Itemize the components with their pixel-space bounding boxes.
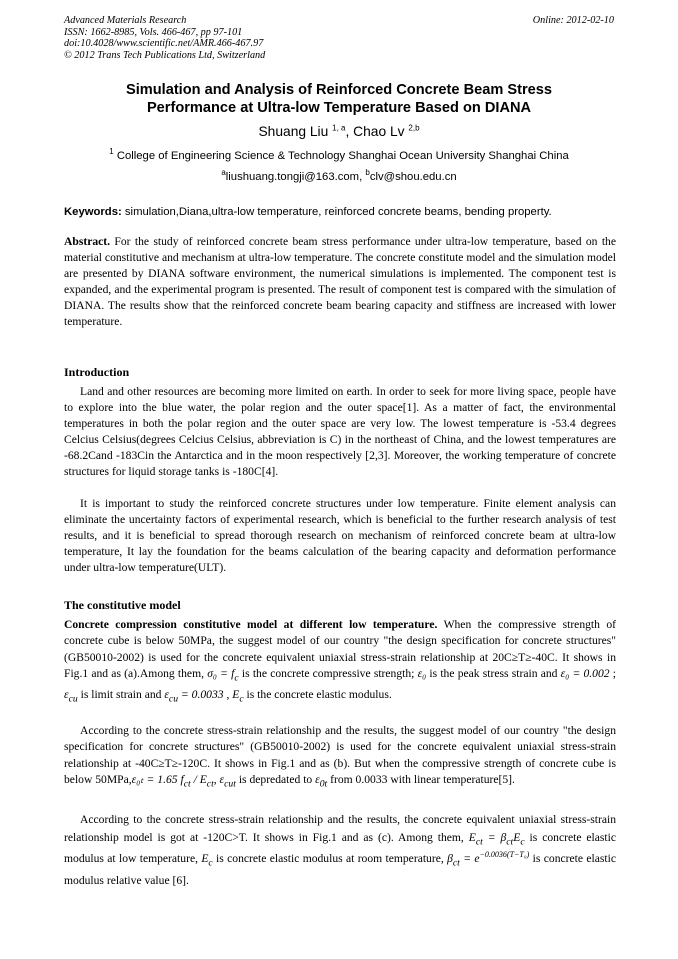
keywords [64, 206, 616, 218]
email-line [64, 168, 614, 183]
keywords-label: Keywords: [64, 206, 122, 218]
math-beta-ct [447, 850, 530, 869]
math-text: E [468, 830, 476, 844]
author-separator: , [345, 124, 354, 139]
math-sup: −0.0036(T−T₀) [479, 850, 530, 860]
math-sub: cu [68, 693, 78, 705]
math-text: E [232, 687, 240, 701]
subheading-compression-model: Concrete compression constitutive model at different low temperature. [64, 618, 438, 631]
text-run: , [223, 687, 233, 701]
doi-line: doi:10.4028/www.scientific.net/AMR.466-467.97 [64, 38, 264, 49]
math-sub: c [520, 835, 525, 847]
email-a-marker: a [221, 168, 226, 178]
text-run: ; [609, 667, 617, 681]
math-text: = 0.0033 [178, 687, 224, 701]
math-ec [232, 687, 244, 705]
math-ec-room [201, 852, 213, 869]
email-b[interactable]: clv@shou.edu.cn [369, 171, 457, 183]
math-text: / E [190, 773, 207, 787]
math-eps0t [131, 773, 214, 790]
text-run: from 0.0033 with linear temperature[5]. [327, 773, 515, 787]
math-sub: cu [168, 693, 179, 705]
math-sub: ct [206, 778, 214, 790]
math-text: = e [459, 852, 480, 866]
email-separator: , [359, 171, 366, 183]
math-text: ε [315, 773, 320, 787]
email-a[interactable]: liushuang.tongji@163.com [225, 171, 360, 183]
math-eps0-value: ε₀ = 0.002 [560, 667, 610, 681]
constitutive-paragraph-3 [64, 811, 616, 890]
section-heading-introduction: Introduction [64, 365, 130, 379]
text-run: is concrete elastic modulus at room temperature, [212, 852, 448, 866]
author-2-affil: 2,b [408, 123, 420, 133]
math-sub: cut [224, 778, 236, 790]
keywords-text: simulation,Diana,ultra-low temperature, reinforced concrete beams, bending property. [124, 206, 552, 218]
copyright-line: © 2012 Trans Tech Publications Ltd, Switzerland [64, 49, 266, 61]
math-epscut [219, 773, 236, 790]
math-sub: ct [183, 778, 191, 790]
issn-line: ISSN: 1662-8985, Vols. 466-467, pp 97-101 [64, 26, 243, 38]
math-text: ε [164, 687, 169, 701]
math-sigma0 [207, 667, 239, 684]
paper-title [64, 81, 614, 117]
abstract-label: Abstract. [64, 235, 111, 248]
math-sub: ct [475, 835, 483, 847]
journal-name: Advanced Materials Research [64, 15, 187, 26]
math-ect [468, 830, 525, 847]
intro-paragraph-2: It is important to study the reinforced concrete structures under low temperature. Finite element analysis can eliminate the uncertainty factors of experimental research, which is beneficial to the further research analysis of test results, and it is beneficial to spread thorough research on mechanism of reinforced concrete beam at ultra-low temperature, It lay the foundation for the beams calculation of the bearing capacity and deformation performance under ultra-low temperature(ULT). [64, 497, 616, 574]
math-sub: c [239, 693, 244, 705]
text-run: is the concrete compressive strength; [238, 667, 418, 681]
text-run: According to the concrete stress-strain relationship and the results, the concrete equivalent uniaxial stress-strain relationship model is got at -120C>T. It shows in Fig.1 and as (c). Among them, [64, 813, 616, 844]
journal-header [64, 15, 265, 61]
math-sub: ct [506, 835, 514, 847]
affiliation [64, 147, 614, 162]
text-run: is limit strain and [77, 687, 165, 701]
constitutive-paragraph-1 [64, 617, 616, 708]
math-eps0: ε₀ [417, 667, 427, 681]
title-line-2: Performance at Ultra-low Temperature Based on DIANA [146, 100, 532, 116]
intro-paragraph-1: Land and other resources are becoming more limited on earth. In order to seek for more living space, people have to explore into the blue water, the polar region and the outer space[1]. As a matter of fact, the environmental temperatures in both the polar region and the outer space are very low. The lowest temperature is -53.4 degrees Celcius Celsius(degrees Celcius Celsius, abbreviation is C) in the northeast of China, and the lowest temperatures are -68.2Cand -183Cin the Antarctica and in the moon respectively [2,3]. Moreover, the working temperature of concrete structures for liquid storage tanks is -180C[4]. [64, 385, 616, 478]
text-run: is concrete elastic modulus at low temperature, [64, 830, 616, 866]
math-text: = β [482, 830, 507, 844]
email-b-marker: b [365, 168, 370, 178]
title-line-1: Simulation and Analysis of Reinforced Concrete Beam Stress [125, 82, 553, 98]
math-sub: ct [452, 857, 460, 869]
math-text: ε [64, 687, 69, 701]
author-1-affil: 1, a [332, 123, 346, 133]
affiliation-number: 1 [109, 147, 114, 157]
math-sub: 0t [319, 778, 328, 790]
author-line [64, 124, 614, 139]
text-run: According to the concrete stress-strain relationship and the results, the suggest model of our country "the design specification for concrete structures" (GB50010-2002) is used for the concrete equivalent uniaxial stress-strain relationship at -40C≥T≥-120C. It shows in Fig.1 and as (b). But when the compressive strength of concrete cube is below 50MPa, [64, 724, 616, 787]
text-run: is depredated to [235, 773, 316, 787]
affiliation-text: College of Engineering Science & Technology Shanghai Ocean University Shanghai China [116, 150, 569, 162]
math-epscu [64, 687, 78, 705]
math-text: β [447, 852, 453, 866]
section-heading-constitutive: The constitutive model [64, 598, 181, 612]
abstract [64, 234, 616, 329]
constitutive-paragraph-2 [64, 723, 616, 793]
text-run: is the concrete elastic modulus. [243, 687, 392, 701]
math-epscu-value [164, 687, 224, 705]
author-2: Chao Lv [353, 124, 405, 139]
math-eps0t-b [315, 773, 328, 790]
text-run: is the peak stress strain and [426, 667, 561, 681]
text-run: , [213, 773, 220, 787]
abstract-text: For the study of reinforced concrete beam stress performance under ultra-low temperature, based on the material constitutive and mechanism at ultra-low temperature. The concrete constitute model and the simulation model are presented by DIANA software environment, the numerical simulations is implemented. The component test is expanded, and the experimental program is presented. The result of component test is compared with the simulation of DIANA. The results show that the reinforced concrete beam bearing capacity and stiffness are increased with lower temperature. [64, 235, 616, 328]
math-text: σ₀ = f [207, 667, 235, 681]
math-sub: c [208, 857, 213, 869]
math-sub: c [234, 672, 239, 684]
text-run: is concrete elastic modulus relative value [6]. [64, 852, 616, 888]
math-text: E [201, 852, 209, 866]
online-date: Online: 2012-02-10 [532, 15, 614, 26]
author-1: Shuang Liu [258, 124, 329, 139]
text-run: When the compressive strength of concrete cube is below 50MPa, the suggest model of our country "the design specification for concrete structures" (GB50010-2002) is used for the concrete equivalent uniaxial stress-strain relationship at 20C≥T≥-40C. It shows in Fig.1 and as (a).Among them, [64, 618, 616, 681]
math-text: ε₀ₜ = 1.65 f [131, 773, 184, 787]
math-text: ε [219, 773, 225, 787]
math-text: E [513, 830, 521, 844]
